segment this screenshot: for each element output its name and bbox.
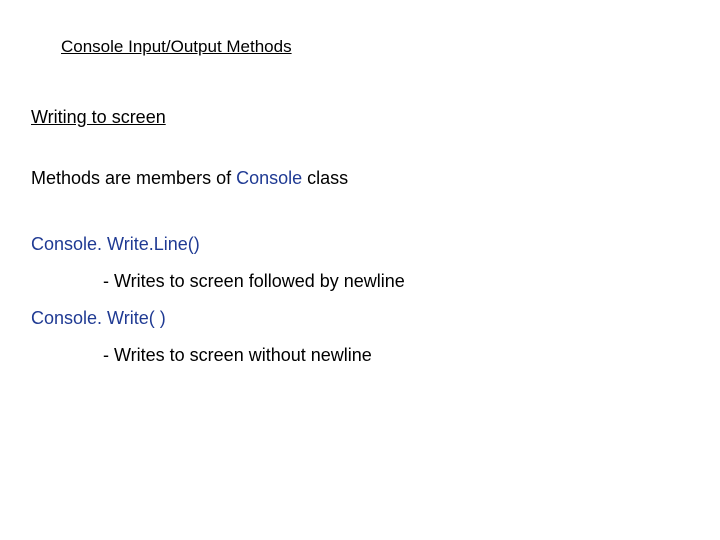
intro-after: class [302,168,349,188]
section-heading: Writing to screen [31,107,166,127]
method-writeline-description: - Writes to screen followed by newline [103,271,405,291]
intro-before: Methods are members of [31,168,237,188]
console-class-name: Console [236,168,303,188]
slide-title: Console Input/Output Methods [61,37,292,56]
method-write-description: - Writes to screen without newline [103,345,372,365]
intro-text [31,167,348,189]
method-write-name: Console. Write( ) [31,308,166,328]
method-writeline-name: Console. Write.Line() [31,234,200,254]
